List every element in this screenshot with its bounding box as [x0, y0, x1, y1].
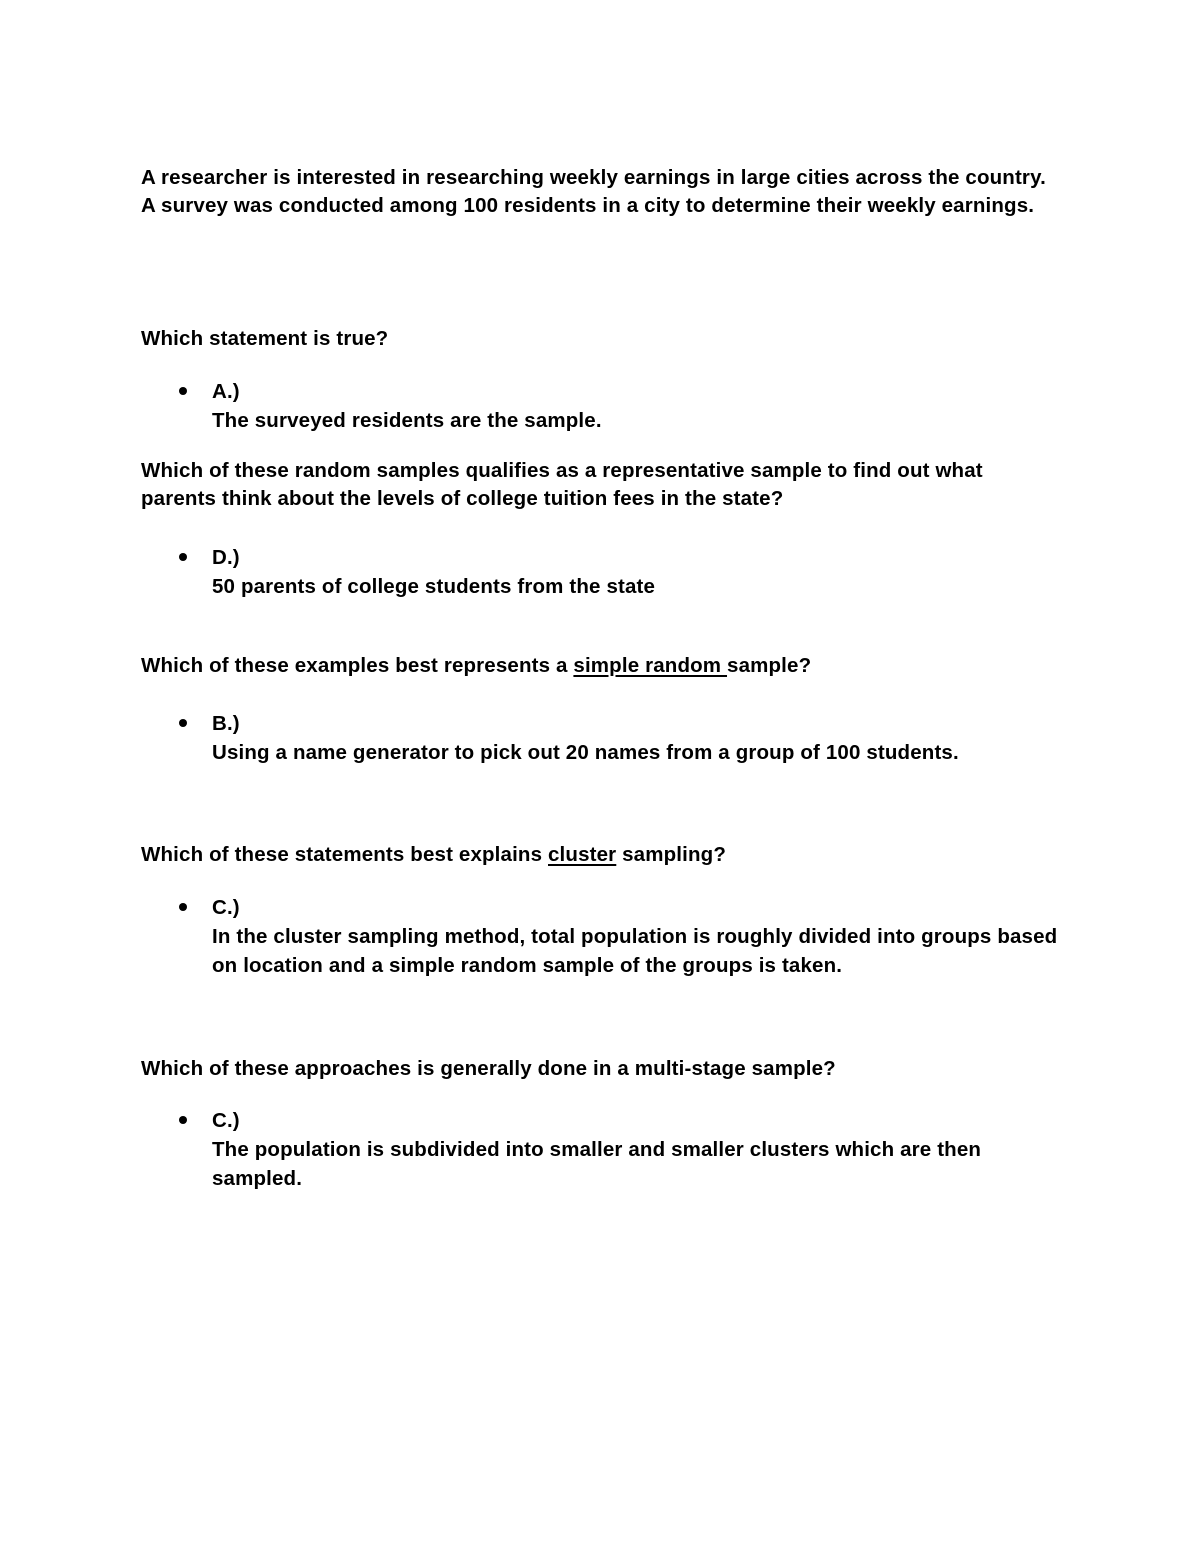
- question-4-prompt: [141, 841, 1061, 869]
- prompt-text-end: sampling?: [616, 843, 726, 866]
- question-2-prompt: Which of these random samples qualifies as a representative sample to find out what parents think about the levels of college tuition fees in the state?: [141, 459, 983, 510]
- answer-text: In the cluster sampling method, total population is roughly divided into groups based on location and a simple random sample of the groups is taken.: [212, 925, 1058, 977]
- question-5-answer: [212, 1106, 1062, 1193]
- underlined-term: cluster: [548, 843, 617, 866]
- question-5-prompt: Which of these approaches is generally done in a multi-stage sample?: [141, 1057, 836, 1080]
- underlined-term: simple random: [573, 654, 728, 677]
- answer-text: Using a name generator to pick out 20 names from a group of 100 students.: [212, 741, 959, 764]
- bullet-icon: [179, 1116, 187, 1124]
- bullet-icon: [179, 903, 187, 911]
- question-4-answer: [212, 893, 1062, 980]
- answer-letter: D.): [212, 546, 240, 569]
- intro-paragraph: A researcher is interested in researching weekly earnings in large cities across the country. A survey was conducted among 100 residents in a city to determine their weekly earnings.: [141, 166, 1046, 217]
- question-2-answer: [212, 543, 1062, 601]
- answer-text: The surveyed residents are the sample.: [212, 409, 602, 432]
- question-1-answer: [212, 377, 1062, 435]
- answer-letter: A.): [212, 380, 240, 403]
- bullet-icon: [179, 387, 187, 395]
- bullet-icon: [179, 553, 187, 561]
- question-3-answer: [212, 709, 1062, 767]
- prompt-text: Which of these statements best explains: [141, 843, 548, 866]
- prompt-text-end: sample?: [727, 654, 812, 677]
- question-1-prompt: Which statement is true?: [141, 327, 389, 350]
- answer-letter: C.): [212, 1109, 240, 1132]
- answer-letter: B.): [212, 712, 240, 735]
- answer-text: 50 parents of college students from the state: [212, 575, 656, 598]
- answer-text: The population is subdivided into smaller and smaller clusters which are then sampled.: [212, 1138, 982, 1190]
- bullet-icon: [179, 719, 187, 727]
- answer-letter: C.): [212, 896, 240, 919]
- question-3-prompt: [141, 652, 1061, 680]
- prompt-text: Which of these examples best represents a: [141, 654, 574, 677]
